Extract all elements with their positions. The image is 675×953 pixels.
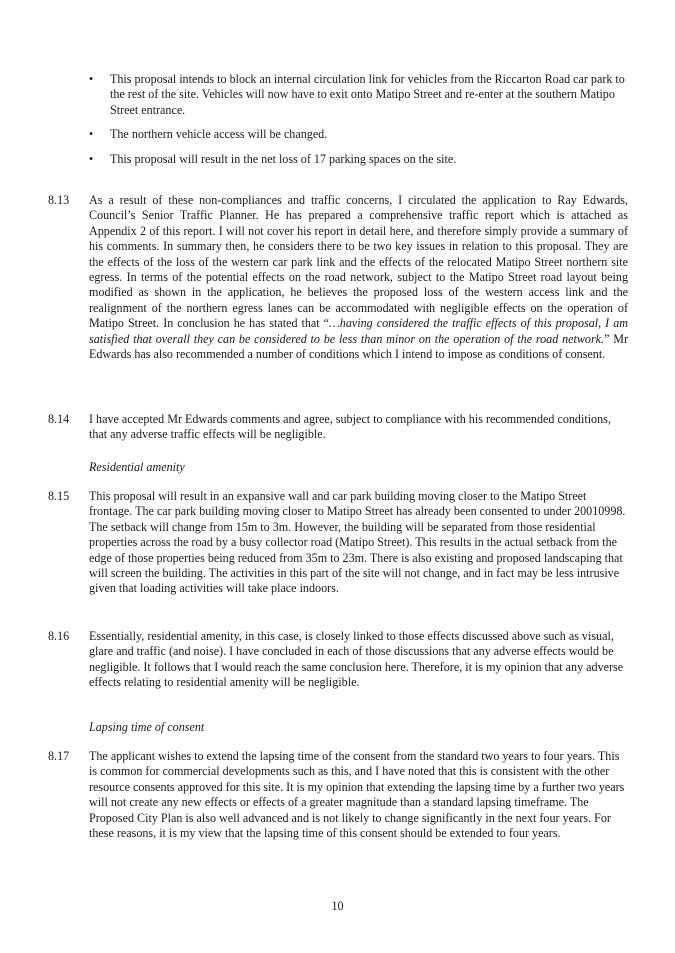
list-item <box>89 127 629 142</box>
paragraph-number: 8.17 <box>48 749 70 763</box>
paragraph-text: Essentially, residential amenity, in this case, is closely linked to those effects discussed above such as visual, glare and traffic (and noise). I have concluded in each of those discussions that any adverse effects would be negligible. It follows that I would reach the same conclusion here. Therefore, it is my opinion that any adverse effects relating to residential amenity will be negligible. <box>89 629 624 690</box>
text-segment: ” Mr Edwards has also recommended a number of conditions which I intend to impose as conditions of consent. <box>89 331 629 362</box>
bullet-text: This proposal will result in the net loss of 17 parking spaces on the site. <box>110 151 457 166</box>
text-segment: As a result of these non-compliances and traffic concerns, I circulated the application to Ray Edwards, Council’s Senior Traffic Planner. He has prepared a comprehensive traffic report which is attached as Appendix 2 of this report. I will not cover his report in detail here, and therefore simply provide a summary of his comments. In summary then, he considers there to be two key issues in relation to this proposal. They are the effects of the loss of the western car park link and the effects of the relocated Matipo Street northern site egress. In terms of the potential effects on the road network, subject to the Matipo Street road layout being modified as shown in the application, he believes the proposed loss of the western access link and the realignment of the northern egress lanes can be accommodated with negligible effects on the operation of Matipo Street. In conclusion he has stated that “ <box>89 193 628 331</box>
bullet-text: This proposal intends to block an internal circulation link for vehicles from the Riccarton Road car park to the rest of the site. Vehicles will now have to exit onto Matipo Street and re-enter at the southern Matipo Street entrance. <box>110 72 625 117</box>
bullet-text: The northern vehicle access will be changed. <box>110 127 328 142</box>
paragraph-text: This proposal will result in an expansive wall and car park building moving closer to the Matipo Street frontage. The car park building moving closer to Matipo Street has already been consented to under 20010998. The setback will change from 15m to 3m. However, the building will be separated from those residential properties across the road by a busy collector road (Matipo Street). This results in the actual setback from the edge of those properties being reduced from 35m to 23m. There is also existing and proposed landscaping that will screen the building. The activities in this part of the site will not change, and in fact may be less intrusive given that loading activities will take place indoors. <box>89 489 626 596</box>
bullet-dot: • <box>89 72 94 86</box>
paragraph-number: 8.15 <box>48 489 70 503</box>
paragraph-8-16 <box>48 629 628 691</box>
list-item <box>89 72 629 118</box>
list-item <box>89 152 629 167</box>
quotation: …having considered the traffic effects of this proposal, I am satisfied that overall they can be considered to be less than minor on the operation of the road network. <box>89 316 628 346</box>
bullet-dot: • <box>89 151 94 166</box>
paragraph-8-13 <box>48 193 628 362</box>
bullet-dot: • <box>89 127 94 142</box>
bullet-list <box>89 72 629 176</box>
paragraph-text: I have accepted Mr Edwards comments and agree, subject to compliance with his recommended conditions, that any adverse traffic effects will be negligible. <box>89 412 611 442</box>
paragraph-number: 8.13 <box>48 193 70 207</box>
paragraph-number: 8.14 <box>48 412 70 426</box>
paragraph-text <box>89 193 628 362</box>
paragraph-text: The applicant wishes to extend the lapsing time of the consent from the standard two years to four years. This is common for commercial developments such as this, and I have noted that this is consistent with the other resource consents approved for this site. It is my opinion that extending the lapsing time by a further two years will not create any new effects or effects of a greater magnitude than a standard lapsing timeframe. The Proposed City Plan is also well advanced and is not likely to change significantly in the next four years. For these reasons, it is my view that the lapsing time of this consent should be extended to four years. <box>89 749 625 841</box>
page-number: 10 <box>331 899 344 913</box>
paragraph-8-14 <box>48 412 628 443</box>
paragraph-number: 8.16 <box>48 629 70 643</box>
section-heading-lapsing-time: Lapsing time of consent <box>89 720 205 734</box>
paragraph-8-15 <box>48 489 628 597</box>
section-heading-residential-amenity: Residential amenity <box>89 460 185 474</box>
paragraph-8-17 <box>48 749 628 841</box>
